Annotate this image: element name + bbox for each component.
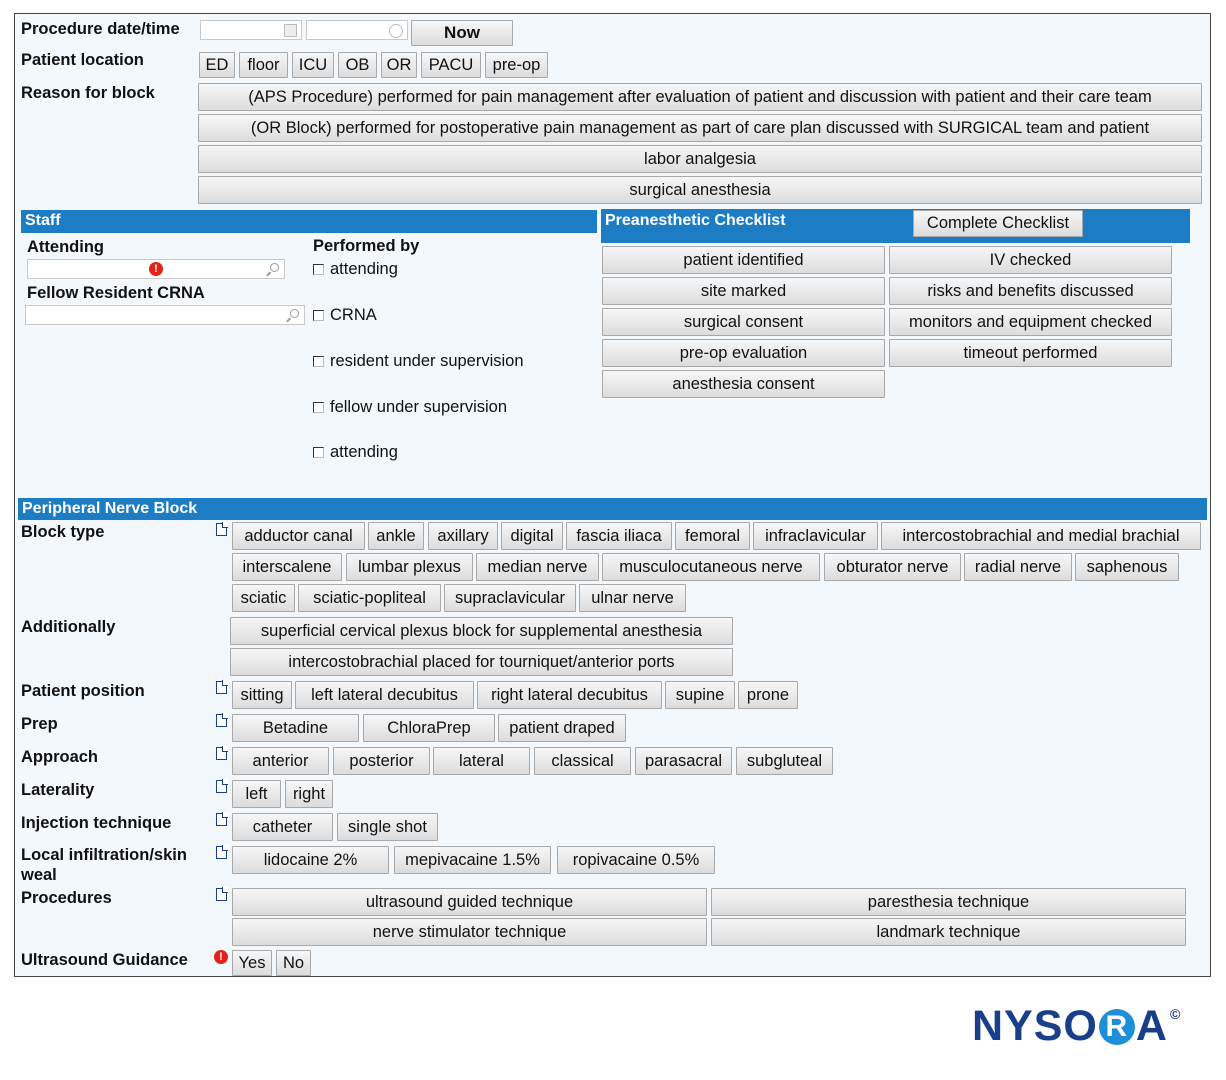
- fellow-resident-crna-label: Fellow Resident CRNA: [27, 284, 205, 302]
- reason-labor-analgesia-button[interactable]: labor analgesia: [198, 145, 1202, 173]
- procedure-ultrasound-guided-button[interactable]: ultrasound guided technique: [232, 888, 707, 916]
- location-ed-button[interactable]: ED: [199, 52, 235, 78]
- reason-aps-button[interactable]: (APS Procedure) performed for pain management after evaluation of patient and discussion with patient and their care team: [198, 83, 1202, 111]
- approach-parasacral-button[interactable]: parasacral: [635, 747, 732, 775]
- procedure-landmark-button[interactable]: landmark technique: [711, 918, 1186, 946]
- reason-for-block-label: Reason for block: [21, 84, 155, 102]
- block-fascia-iliaca-button[interactable]: fascia iliaca: [566, 522, 672, 550]
- block-ankle-button[interactable]: ankle: [368, 522, 424, 550]
- checkbox[interactable]: [313, 402, 324, 413]
- block-ulnar-nerve-button[interactable]: ulnar nerve: [579, 584, 686, 612]
- location-preop-button[interactable]: pre-op: [485, 52, 548, 78]
- performed-by-resident-text: resident under supervision: [330, 352, 524, 370]
- calendar-icon[interactable]: [284, 24, 297, 37]
- reason-or-block-button[interactable]: (OR Block) performed for postoperative pain management as part of care plan discussed with SURGICAL team and patient: [198, 114, 1202, 142]
- clock-icon[interactable]: [389, 24, 403, 38]
- reason-surgical-anesthesia-button[interactable]: surgical anesthesia: [198, 176, 1202, 204]
- checklist-surgical-consent-button[interactable]: surgical consent: [602, 308, 885, 336]
- approach-lateral-button[interactable]: lateral: [433, 747, 530, 775]
- location-or-button[interactable]: OR: [381, 52, 417, 78]
- approach-classical-button[interactable]: classical: [534, 747, 631, 775]
- location-ob-button[interactable]: OB: [338, 52, 377, 78]
- note-icon[interactable]: [216, 780, 227, 793]
- approach-posterior-button[interactable]: posterior: [333, 747, 430, 775]
- checklist-anesthesia-consent-button[interactable]: anesthesia consent: [602, 370, 885, 398]
- block-sciatic-popliteal-button[interactable]: sciatic-popliteal: [298, 584, 441, 612]
- block-obturator-nerve-button[interactable]: obturator nerve: [824, 553, 961, 581]
- procedure-time-field[interactable]: [306, 20, 408, 40]
- complete-checklist-button[interactable]: Complete Checklist: [913, 210, 1083, 237]
- block-saphenous-button[interactable]: saphenous: [1075, 553, 1179, 581]
- position-right-lateral-decubitus-button[interactable]: right lateral decubitus: [477, 681, 662, 709]
- checklist-patient-identified-button[interactable]: patient identified: [602, 246, 885, 274]
- checklist-site-marked-button[interactable]: site marked: [602, 277, 885, 305]
- note-icon[interactable]: [216, 888, 227, 901]
- logo-text-left: NYSO: [972, 1002, 1098, 1050]
- search-icon[interactable]: [290, 309, 299, 318]
- position-left-lateral-decubitus-button[interactable]: left lateral decubitus: [295, 681, 474, 709]
- approach-subgluteal-button[interactable]: subgluteal: [736, 747, 833, 775]
- injection-technique-label: Injection technique: [21, 814, 172, 832]
- logo-ring: R: [1099, 1009, 1135, 1045]
- block-intercostobrachial-medial-brachial-button[interactable]: intercostobrachial and medial brachial: [881, 522, 1201, 550]
- required-alert-icon: !: [149, 262, 163, 276]
- note-icon[interactable]: [216, 714, 227, 727]
- procedures-label: Procedures: [21, 889, 112, 907]
- checkbox[interactable]: [313, 310, 324, 321]
- block-musculocutaneous-nerve-button[interactable]: musculocutaneous nerve: [602, 553, 820, 581]
- attending-search-input[interactable]: [27, 259, 285, 279]
- fellow-resident-crna-search-input[interactable]: [25, 305, 305, 325]
- block-digital-button[interactable]: digital: [501, 522, 563, 550]
- logo-text-right: A: [1135, 1002, 1168, 1050]
- block-type-label: Block type: [21, 523, 105, 541]
- local-lidocaine-button[interactable]: lidocaine 2%: [232, 846, 389, 874]
- procedure-nerve-stimulator-button[interactable]: nerve stimulator technique: [232, 918, 707, 946]
- injection-single-shot-button[interactable]: single shot: [337, 813, 438, 841]
- block-interscalene-button[interactable]: interscalene: [232, 553, 342, 581]
- position-sitting-button[interactable]: sitting: [232, 681, 292, 709]
- search-icon[interactable]: [270, 263, 279, 272]
- required-alert-icon: !: [214, 950, 228, 964]
- local-infiltration-label: Local infiltration/skin weal: [21, 846, 187, 884]
- copyright-mark: ©: [1169, 1006, 1182, 1022]
- laterality-label: Laterality: [21, 781, 95, 799]
- ultrasound-no-button[interactable]: No: [276, 950, 311, 976]
- performed-by-crna-text: CRNA: [330, 306, 377, 324]
- performed-by-crna-option[interactable]: [313, 306, 377, 325]
- laterality-left-button[interactable]: left: [232, 780, 281, 808]
- block-infraclavicular-button[interactable]: infraclavicular: [753, 522, 878, 550]
- now-button[interactable]: Now: [411, 20, 513, 46]
- note-icon[interactable]: [216, 681, 227, 694]
- additionally-cervical-plexus-button[interactable]: superficial cervical plexus block for supplemental anesthesia: [230, 617, 733, 645]
- ultrasound-guidance-label: Ultrasound Guidance: [21, 951, 188, 969]
- block-lumbar-plexus-button[interactable]: lumbar plexus: [346, 553, 473, 581]
- laterality-right-button[interactable]: right: [285, 780, 333, 808]
- nysora-logo: [972, 1002, 1181, 1051]
- peripheral-nerve-block-header: Peripheral Nerve Block: [18, 498, 1207, 520]
- local-ropivacaine-button[interactable]: ropivacaine 0.5%: [557, 846, 715, 874]
- checklist-preop-evaluation-button[interactable]: pre-op evaluation: [602, 339, 885, 367]
- approach-label: Approach: [21, 748, 99, 766]
- checklist-iv-checked-button[interactable]: IV checked: [889, 246, 1172, 274]
- block-radial-nerve-button[interactable]: radial nerve: [964, 553, 1072, 581]
- performed-by-attending-option[interactable]: [313, 260, 398, 279]
- local-mepivacaine-button[interactable]: mepivacaine 1.5%: [394, 846, 551, 874]
- checklist-risks-benefits-button[interactable]: risks and benefits discussed: [889, 277, 1172, 305]
- checklist-timeout-performed-button[interactable]: timeout performed: [889, 339, 1172, 367]
- prep-label: Prep: [21, 715, 58, 733]
- injection-catheter-button[interactable]: catheter: [232, 813, 333, 841]
- performed-by-fellow-text: fellow under supervision: [330, 398, 508, 416]
- block-supraclavicular-button[interactable]: supraclavicular: [444, 584, 576, 612]
- prep-betadine-button[interactable]: Betadine: [232, 714, 359, 742]
- location-pacu-button[interactable]: PACU: [421, 52, 481, 78]
- note-icon[interactable]: [216, 813, 227, 826]
- additionally-intercostobrachial-button[interactable]: intercostobrachial placed for tourniquet/anterior ports: [230, 648, 733, 676]
- prep-patient-draped-button[interactable]: patient draped: [498, 714, 626, 742]
- additionally-label: Additionally: [21, 618, 116, 636]
- performed-by-attending-2-text: attending: [330, 443, 398, 461]
- block-axillary-button[interactable]: axillary: [428, 522, 498, 550]
- performed-by-resident-option[interactable]: [313, 352, 524, 371]
- patient-location-label: Patient location: [21, 51, 144, 69]
- block-adductor-canal-button[interactable]: adductor canal: [232, 522, 365, 550]
- note-icon[interactable]: [216, 846, 227, 859]
- approach-anterior-button[interactable]: anterior: [232, 747, 329, 775]
- checkbox[interactable]: [313, 356, 324, 367]
- block-sciatic-button[interactable]: sciatic: [232, 584, 295, 612]
- block-femoral-button[interactable]: femoral: [675, 522, 750, 550]
- note-icon[interactable]: [216, 523, 227, 536]
- location-floor-button[interactable]: floor: [239, 52, 288, 78]
- checkbox[interactable]: [313, 447, 324, 458]
- checklist-header: Preanesthetic Checklist: [601, 209, 1190, 243]
- performed-by-label: Performed by: [313, 237, 420, 255]
- block-median-nerve-button[interactable]: median nerve: [476, 553, 599, 581]
- performed-by-fellow-option[interactable]: [313, 398, 507, 417]
- attending-label: Attending: [27, 238, 104, 256]
- procedure-datetime-label: Procedure date/time: [21, 20, 180, 38]
- performed-by-attending-option-2[interactable]: [313, 443, 398, 462]
- performed-by-attending-text: attending: [330, 260, 398, 278]
- patient-position-label: Patient position: [21, 682, 145, 700]
- note-icon[interactable]: [216, 747, 227, 760]
- procedure-date-field[interactable]: [200, 20, 302, 40]
- staff-header: Staff: [21, 210, 597, 233]
- procedure-paresthesia-button[interactable]: paresthesia technique: [711, 888, 1186, 916]
- prep-chloraprep-button[interactable]: ChloraPrep: [363, 714, 495, 742]
- ultrasound-yes-button[interactable]: Yes: [232, 950, 272, 976]
- position-supine-button[interactable]: supine: [665, 681, 735, 709]
- position-prone-button[interactable]: prone: [738, 681, 798, 709]
- checklist-monitors-equipment-button[interactable]: monitors and equipment checked: [889, 308, 1172, 336]
- location-icu-button[interactable]: ICU: [292, 52, 334, 78]
- checkbox[interactable]: [313, 264, 324, 275]
